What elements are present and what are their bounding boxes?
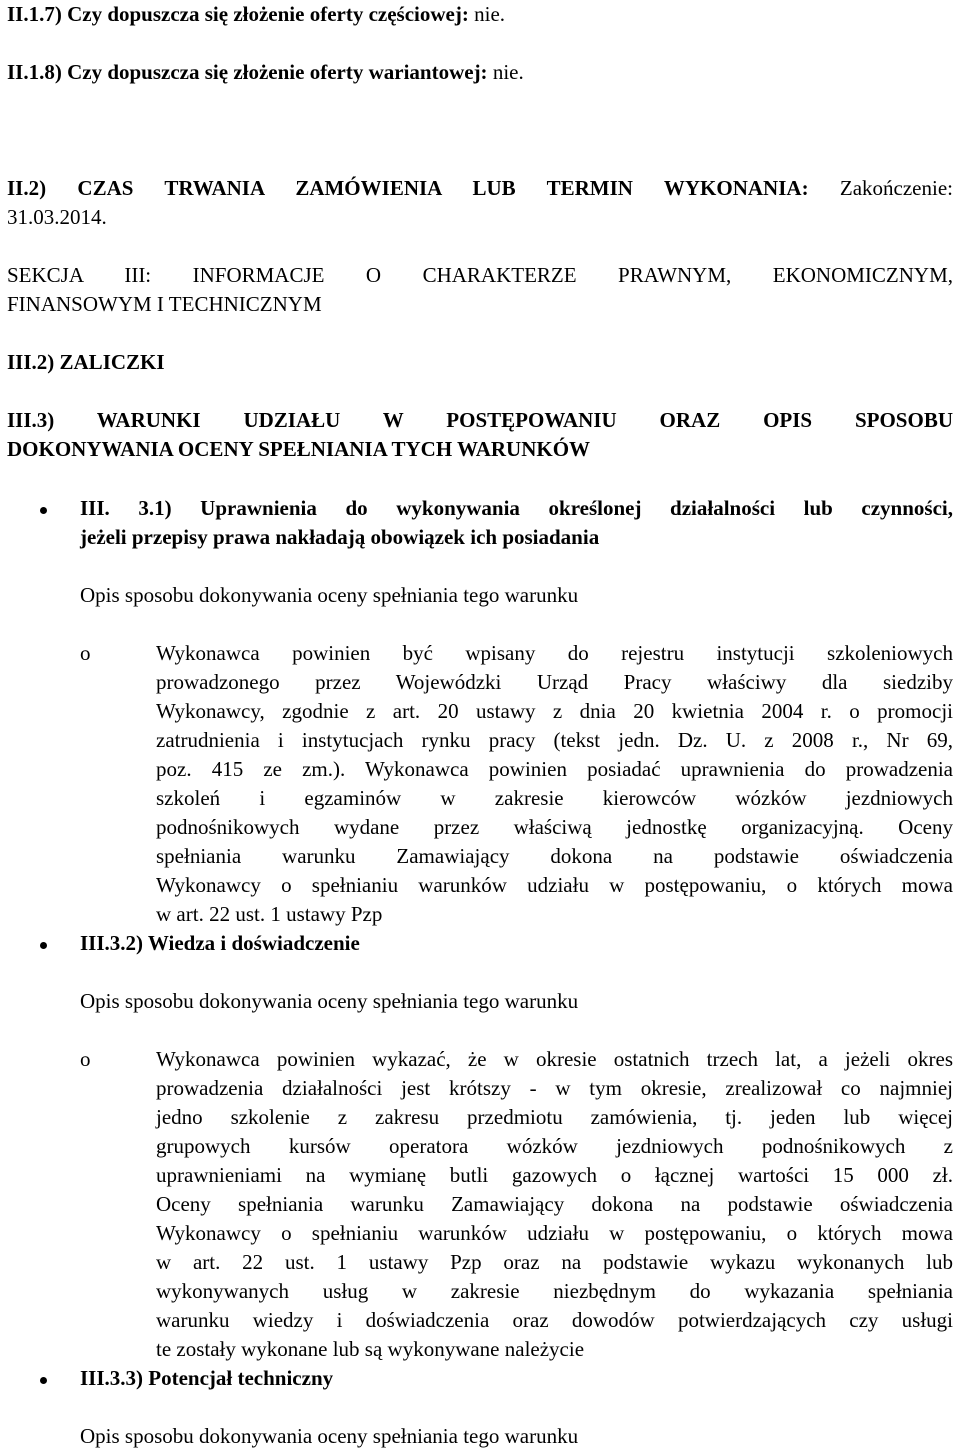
section-label: II.2) CZAS TRWANIA ZAMÓWIENIA LUB TERMIN WYKONANIA: bbox=[7, 176, 809, 200]
section-ii-2-line1 bbox=[7, 174, 953, 203]
text-line: prowadzenia działalności jest krótszy - w tym okresie, zrealizował co najmniej bbox=[156, 1076, 953, 1100]
text-line: zatrudnienia i instytucjach rynku pracy (tekst jedn. Dz. U. z 2008 r., Nr 69, bbox=[156, 728, 953, 752]
section-iii-3-line2: DOKONYWANIA OCENY SPEŁNIANIA TYCH WARUNKÓW bbox=[7, 437, 591, 461]
text-line: Wykonawcy o spełnianiu warunków udziału w postępowaniu, o których mowa bbox=[156, 1221, 953, 1245]
text-line: spełniania warunku Zamawiający dokona na podstawie oświadczenia bbox=[156, 844, 953, 868]
text-line: Wykonawcy o spełnianiu warunków udziału w postępowaniu, o których mowa bbox=[156, 873, 953, 897]
circle-list-marker: o bbox=[80, 641, 91, 665]
text-line: prowadzonego przez Wojewódzki Urząd Pracy właściwy dla siedziby bbox=[156, 670, 953, 694]
text-line: Wykonawca powinien wykazać, że w okresie ostatnich trzech lat, a jeżeli okres bbox=[156, 1047, 953, 1071]
section-label: II.1.7) Czy dopuszcza się złożenie oferty częściowej: bbox=[7, 2, 469, 26]
circle-list-marker: o bbox=[80, 1047, 91, 1071]
item-3-3-heading: III.3.3) Potencjał techniczny bbox=[80, 1366, 334, 1390]
item-3-2-heading: III.3.2) Wiedza i doświadczenie bbox=[80, 931, 360, 955]
text-line: uprawnieniami na wymianę butli gazowych o łącznej wartości 15 000 zł. bbox=[156, 1163, 953, 1187]
section-ii-2-date: 31.03.2014. bbox=[7, 205, 107, 229]
section-iii-line1: SEKCJA III: INFORMACJE O CHARAKTERZE PRAWNYM, EKONOMICZNYM, bbox=[7, 263, 953, 287]
section-value: nie. bbox=[468, 2, 506, 26]
text-line: szkoleń i egzaminów w zakresie kierowców wózków jezdniowych bbox=[156, 786, 953, 810]
text-line: w art. 22 ust. 1 ustawy Pzp bbox=[156, 902, 383, 926]
text-line: jedno szkolenie z zakresu przedmiotu zamówienia, tj. jeden lub więcej bbox=[156, 1105, 953, 1129]
text-line: Wykonawca powinien być wpisany do rejestru instytucji szkoleniowych bbox=[156, 641, 953, 665]
text-line: wykonywanych usług w zakresie niezbędnym do wykazania spełniania bbox=[156, 1279, 953, 1303]
text-line: poz. 415 ze zm.). Wykonawca powinien posiadać uprawnienia do prowadzenia bbox=[156, 757, 953, 781]
text-line: Oceny spełniania warunku Zamawiający dokona na podstawie oświadczenia bbox=[156, 1192, 953, 1216]
bullet-marker bbox=[40, 942, 47, 949]
section-value: Zakończenie: bbox=[808, 176, 953, 200]
item-3-2-opis: Opis sposobu dokonywania oceny spełniania tego warunku bbox=[80, 989, 579, 1013]
text-line: te zostały wykonane lub są wykonywane należycie bbox=[156, 1337, 585, 1361]
item-3-1-heading-line1: III. 3.1) Uprawnienia do wykonywania określonej działalności lub czynności, bbox=[80, 496, 953, 520]
text-line: warunku wiedzy i doświadczenia oraz dowodów potwierdzających czy usługi bbox=[156, 1308, 953, 1332]
text-line: grupowych kursów operatora wózków jezdniowych podnośnikowych z bbox=[156, 1134, 953, 1158]
section-label: II.1.8) Czy dopuszcza się złożenie oferty wariantowej: bbox=[7, 60, 488, 84]
bullet-marker bbox=[40, 507, 47, 514]
item-3-1-heading bbox=[80, 494, 953, 552]
section-iii-title bbox=[7, 261, 953, 319]
section-ii-1-7 bbox=[7, 0, 953, 29]
section-ii-1-8 bbox=[7, 58, 953, 87]
text-line: w art. 22 ust. 1 ustawy Pzp oraz na podstawie wykazu wykonanych lub bbox=[156, 1250, 953, 1274]
item-3-2-text bbox=[156, 1045, 953, 1364]
text-line: Wykonawcy, zgodnie z art. 20 ustawy z dnia 20 kwietnia 2004 r. o promocji bbox=[156, 699, 953, 723]
section-iii-line2: FINANSOWYM I TECHNICZNYM bbox=[7, 292, 322, 316]
item-3-3-opis: Opis sposobu dokonywania oceny spełniania tego warunku bbox=[80, 1424, 579, 1448]
text-line: podnośnikowych wydane przez właściwą jednostkę organizacyjną. Oceny bbox=[156, 815, 953, 839]
item-3-1-text bbox=[156, 639, 953, 929]
section-iii-2: III.2) ZALICZKI bbox=[7, 350, 165, 374]
bullet-marker bbox=[40, 1377, 47, 1384]
item-3-1-heading-line2: jeżeli przepisy prawa nakładają obowiązek ich posiadania bbox=[80, 525, 600, 549]
item-3-1-opis: Opis sposobu dokonywania oceny spełniania tego warunku bbox=[80, 583, 579, 607]
section-value: nie. bbox=[487, 60, 524, 84]
section-ii-2 bbox=[7, 174, 953, 232]
section-iii-3 bbox=[7, 406, 953, 464]
section-iii-3-line1: III.3) WARUNKI UDZIAŁU W POSTĘPOWANIU ORAZ OPIS SPOSOBU bbox=[7, 408, 953, 432]
